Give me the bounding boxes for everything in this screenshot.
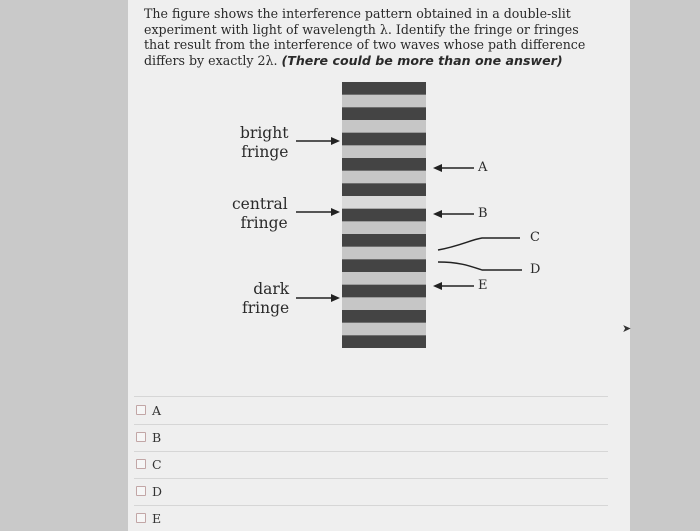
options-divider [134,478,608,479]
option-label: A [152,402,162,418]
dark-fringe [342,82,426,95]
bright-fringe-label: bright fringe [240,124,289,161]
question-note: (There could be more than one answer) [281,52,563,68]
bright-fringe [342,272,426,285]
dark-fringe [342,335,426,348]
option-label: E [152,510,162,526]
dark-fringe-label: dark fringe [242,280,290,317]
option-label: C [152,456,162,472]
bright-fringe [342,247,426,260]
marker-d: D [530,262,541,277]
bright-fringe [342,196,426,209]
option-b[interactable] [136,429,161,445]
dark-fringe [342,107,426,120]
bright-fringe [342,120,426,133]
options-divider [134,424,608,425]
checkbox[interactable] [136,513,146,523]
dark-fringe [342,234,426,247]
bright-fringe [342,145,426,158]
checkbox[interactable] [136,486,146,496]
dark-fringe [342,209,426,222]
option-a[interactable] [136,402,161,418]
marker-b: B [478,206,488,221]
bright-fringe [342,297,426,310]
option-label: B [152,429,162,445]
mouse-cursor-icon: ➤ [622,322,632,335]
options-divider [134,451,608,452]
dark-fringe [342,183,426,196]
bright-fringe [342,323,426,336]
dark-fringe [342,259,426,272]
bright-fringe [342,95,426,108]
option-e[interactable] [136,510,161,526]
checkbox[interactable] [136,459,146,469]
marker-c: C [530,230,540,245]
marker-a: A [478,160,488,175]
options-divider [134,396,608,397]
bright-fringe [342,221,426,234]
dark-fringe [342,310,426,323]
option-d[interactable] [136,483,162,499]
bright-fringe [342,171,426,184]
checkbox[interactable] [136,432,146,442]
option-c[interactable] [136,456,162,472]
option-label: D [152,483,163,499]
checkbox[interactable] [136,405,146,415]
dark-fringe [342,133,426,146]
dark-fringe [342,285,426,298]
central-fringe-label: central fringe [232,195,288,232]
fringe-stripes [342,82,426,348]
question-text [144,6,594,68]
dark-fringe [342,158,426,171]
options-divider [134,505,608,506]
interference-pattern-image [342,82,426,348]
question-body: The figure shows the interference pattern obtained in a double-slit experiment with light of wavelength λ. Identify the fringe or fringes that result from the interference of two waves whose path difference differs by exactly 2λ. [144,6,586,68]
marker-e: E [478,278,488,293]
